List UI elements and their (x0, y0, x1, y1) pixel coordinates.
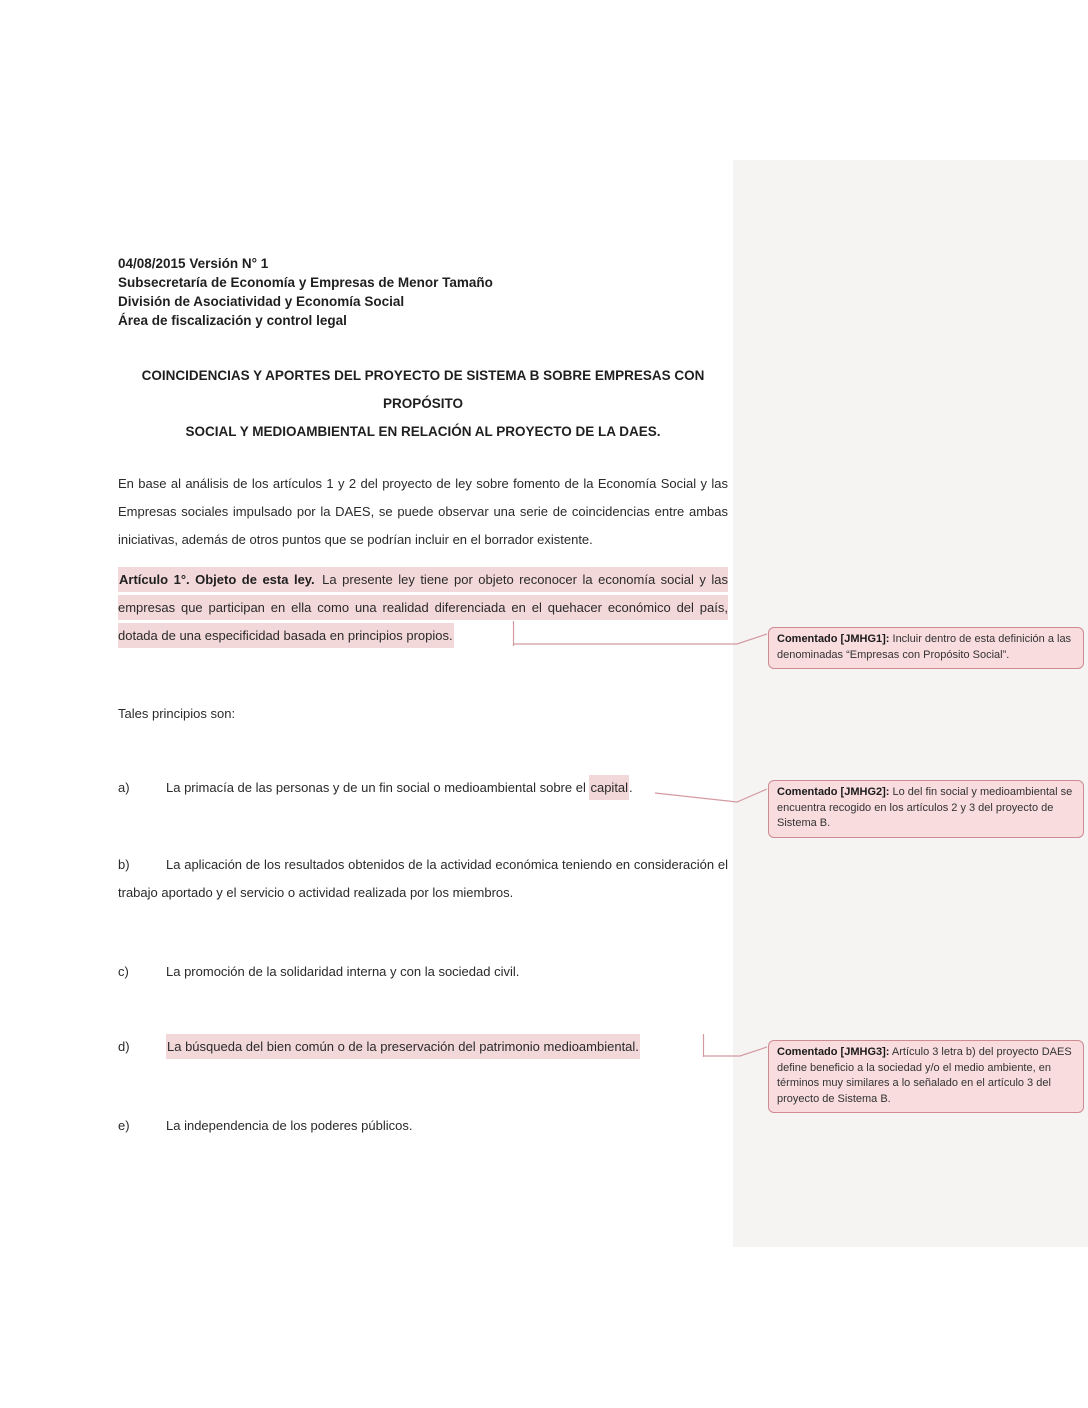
comment-box-jmhg3[interactable] (768, 1040, 1084, 1113)
list-item-b (118, 851, 728, 907)
list-item-b-text: La aplicación de los resultados obtenidos de la actividad económica teniendo en consideración el trabajo aportado y el servicio o actividad realizada por los miembros. (118, 857, 728, 900)
list-item-c-letter: c) (118, 964, 129, 979)
list-item-c (118, 958, 728, 986)
list-item-e-text: La independencia de los poderes públicos. (166, 1118, 413, 1133)
articulo-1-paragraph (118, 566, 728, 650)
header-line-area: Área de fiscalización y control legal (118, 313, 347, 328)
list-item-d (118, 1033, 728, 1061)
list-item-b-letter: b) (118, 857, 130, 872)
principios-intro (118, 700, 728, 728)
comment-box-jmhg1[interactable] (768, 627, 1084, 669)
list-item-a-text: La primacía de las personas y de un fin social o medioambiental sobre el (166, 780, 590, 795)
list-item-c-text: La promoción de la solidaridad interna y con la sociedad civil. (166, 964, 520, 979)
list-item-a-period: . (629, 780, 633, 795)
intro-paragraph (118, 470, 728, 554)
principios-intro-text: Tales principios son: (118, 706, 236, 721)
intro-text: En base al análisis de los artículos 1 y 2 del proyecto de ley sobre fomento de la Economía Social y las Empresas sociales impulsado por la DAES, se puede observar una serie de coincidencias entre ambas iniciativas, además de otros puntos que se podrían incluir en el borrador existente. (118, 476, 728, 547)
comment-text: Incluir dentro de esta definición a las denominadas “Empresas con Propósito Social”. (777, 633, 1072, 661)
comment-label: Comentado [JMHG3]: (777, 1046, 890, 1058)
title-line-2: SOCIAL Y MEDIOAMBIENTAL EN RELACIÓN AL PROYECTO DE LA DAES. (185, 424, 661, 439)
list-item-d-highlight: La búsqueda del bien común o de la preservación del patrimonio medioambiental. (166, 1034, 640, 1059)
header-line-date-version: 04/08/2015 Versión N° 1 (118, 256, 269, 271)
articulo-1-body: La presente ley tiene por objeto reconocer la economía social y las empresas que participan en ella como una realidad diferenciada en el quehacer económico del país, dotada de una especificidad basada en principios propios. (118, 567, 728, 648)
document-header (118, 254, 728, 330)
title-line-1: COINCIDENCIAS Y APORTES DEL PROYECTO DE SISTEMA B SOBRE EMPRESAS CON PROPÓSITO (141, 368, 705, 411)
comment-text: Lo del fin social y medioambiental se encuentra recogido en los artículos 2 y 3 del proyecto de Sistema B. (777, 786, 1073, 829)
comment-label: Comentado [JMHG2]: (777, 786, 890, 798)
header-line-division: División de Asociatividad y Economía Social (118, 294, 405, 309)
list-item-a-highlight: capital (589, 775, 629, 800)
list-item-a-letter: a) (118, 780, 130, 795)
comment-box-jmhg2[interactable] (768, 780, 1084, 838)
list-item-d-letter: d) (118, 1039, 130, 1054)
articulo-1-lead: Artículo 1°. Objeto de esta ley. (118, 567, 316, 592)
header-line-subsecretaria: Subsecretaría de Economía y Empresas de Menor Tamaño (118, 275, 493, 290)
document-title (118, 362, 728, 446)
list-item-e (118, 1112, 728, 1140)
comment-label: Comentado [JMHG1]: (777, 633, 890, 645)
comment-text: Artículo 3 letra b) del proyecto DAES define beneficio a la sociedad y/o el medio ambiente, en términos muy similares a lo señalado en el artículo 3 del proyecto de Sistema B. (777, 1046, 1072, 1105)
list-item-a (118, 774, 728, 802)
list-item-e-letter: e) (118, 1118, 130, 1133)
